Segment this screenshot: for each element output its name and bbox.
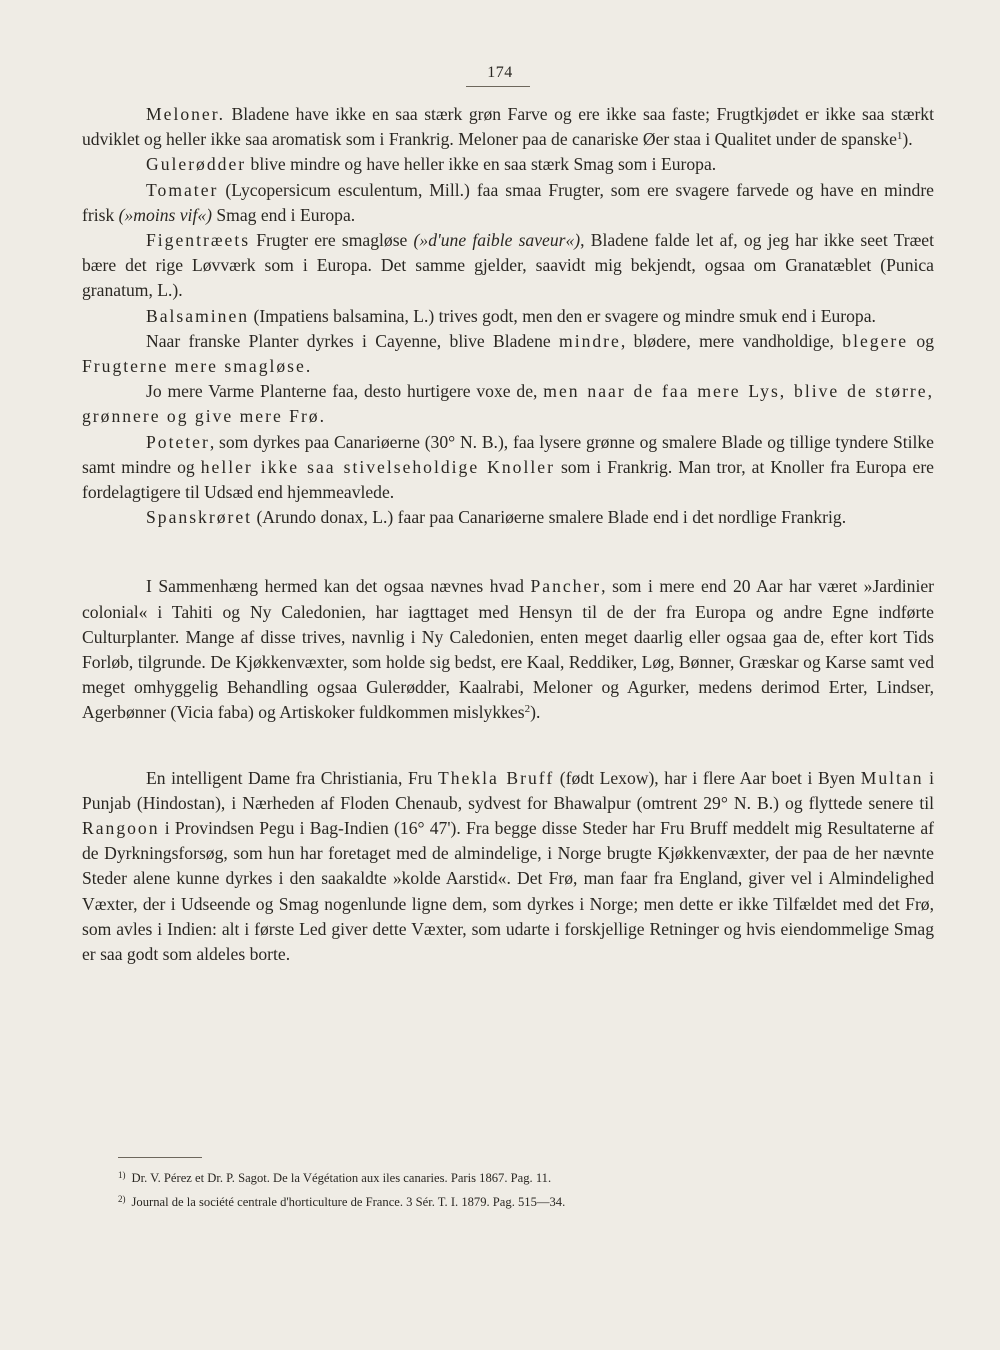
paragraph-text: I Sammenhæng hermed kan det ogsaa nævnes hvad: [146, 576, 531, 597]
paragraph-text: .: [305, 356, 311, 377]
spaced-text: Frugterne mere smagløse: [82, 356, 306, 377]
paragraph-bruff: [82, 766, 934, 968]
person-name: Pancher: [530, 576, 602, 597]
paragraph-text: (født Lexow), har i flere Aar boet i Byen: [554, 767, 861, 788]
paragraph-poteter: [82, 430, 934, 506]
paragraph-balsaminen: [82, 304, 934, 329]
italic-quote: (»d'une faible saveur«): [413, 230, 581, 251]
paragraph-spanskroret: [82, 505, 934, 530]
term-gulerodder: Gulerødder: [146, 154, 247, 175]
paragraph-cayenne: [82, 329, 934, 379]
section-gap: [82, 726, 934, 766]
paragraph-text: En intelligent Dame fra Christiania, Fru: [146, 767, 438, 788]
paragraph-text: og: [908, 330, 934, 351]
paragraph-text: Bladene have ikke en saa stærk grøn Farve og ere ikke saa faste; Frugtkjødet er ikke saa stærkt udviklet og heller ikke saa aromatisk som i Frankrig. Meloner paa de canariske Øer staa i Qualitet under de spanske: [82, 104, 934, 150]
paragraph-text: som i Frankrig. Man tror, at Knoller fra Europa ere fordelagtigere til Udsæd end hjemmeavlede.: [82, 456, 934, 503]
person-name: Thekla Bruff: [437, 767, 555, 788]
paragraph-text: .: [319, 406, 325, 427]
place-name: Multan: [860, 767, 924, 788]
footnote-ref: 2: [524, 703, 531, 716]
paragraph-text: (Lycopersicum esculentum, Mill.) faa smaa Frugter, som ere svagere farvede og have en mindre frisk: [82, 179, 934, 225]
paragraph-text: ).: [902, 129, 913, 150]
section-gap: [82, 530, 934, 574]
paragraph-tomater: [82, 178, 934, 228]
paragraph-varme: [82, 379, 934, 429]
spaced-text: men naar de faa mere Lys, blive de større, grønnere og give mere Frø: [82, 381, 934, 427]
footnote-number: 2: [118, 1194, 123, 1204]
paragraph-text: (Arundo donax, L.) faar paa Canariøerne smalere Blade end i det nordlige Frankrig.: [252, 507, 847, 528]
paragraph-text: Jo mere Varme Planterne faa, desto hurtigere voxe de,: [146, 381, 544, 402]
footnote-mark: ): [122, 1194, 126, 1204]
spaced-text: heller ikke saa stivelseholdige Knoller: [200, 456, 555, 477]
paragraph-text: i Provindsen Pegu i Bag-Indien (16° 47'). Fra begge disse Steder har Fru Bruff meddelt mig Resultaterne af de Dyrkningsforsøg, som hun har foretaget med de almindelige, i Norge brugte Kjøkkenvæxter, der paa de her nævnte Steder alene kunne dyrkes i den saakaldte »kolde Aarstid«. Det Frø, man faar fra England, giver vel i Almindelighed Væxter, der i Udseende og Smag nogenlunde ligne dem, som dyrkes i Norge; men dette er ikke Tilfældet med det Frø, som avles i Indien: alt i første Led giver dette Væxter, som udarte i forskjellige Retninger og hvis eiendommelige Smag er saa godt som aldeles borte.: [82, 818, 934, 965]
spaced-text: mindre: [559, 330, 621, 351]
term-poteter: Poteter: [146, 431, 210, 452]
paragraph-text: blive mindre og have heller ikke en saa stærk Smag som i Europa.: [246, 154, 717, 175]
footnote-1: [118, 1165, 898, 1189]
place-name: Rangoon: [82, 818, 160, 839]
body-text: [82, 102, 934, 967]
footnotes: [118, 1165, 898, 1213]
page-number: 174: [487, 64, 513, 81]
term-tomater: Tomater: [146, 179, 219, 200]
paragraph-text: Frugter ere smagløse: [250, 230, 414, 251]
paragraph-text: , som i mere end 20 Aar har været »Jardinier colonial« i Tahiti og Ny Caledonien, har iagttaget med Hensyn til de der fra Europa og andre Egne indførte Culturplanter. Mange af disse trives, navnlig i Ny Caledonien, enten meget daarlig eller ogsaa gaa de, efter kort Tids Forløb, tilgrunde. De Kjøkkenvæxter, som holde sig bedst, ere Kaal, Reddiker, Løg, Bønner, Græskar og Karse samt ved meget omhyggelig Behandling ogsaa Gulerødder, Kaalrabi, Meloner og Agurker, medens derimod Erter, Lindser, Agerbønner (Vicia faba) og Artiskoker fuldkommen mislykkes: [82, 576, 934, 723]
footnote-ref: 1: [896, 130, 903, 143]
term-meloner: Meloner.: [146, 104, 226, 124]
paragraph-gulerodder: [82, 152, 934, 177]
paragraph-text: Smag end i Europa.: [212, 204, 356, 225]
term-balsaminen: Balsaminen: [146, 305, 250, 326]
paragraph-text: ).: [530, 702, 541, 723]
paragraph-text: Naar franske Planter dyrkes i Cayenne, blive Bladene: [146, 330, 560, 351]
spaced-text: blegere: [842, 330, 909, 351]
italic-quote: (»moins vif«): [118, 204, 212, 225]
footnote-2: [118, 1189, 898, 1213]
paragraph-figentraeets: [82, 228, 934, 304]
footnote-text: Journal de la société centrale d'horticulture de France. 3 Sér. T. I. 1879. Pag. 515—34.: [131, 1195, 566, 1209]
paragraph-text: , blødere, mere vandholdige,: [620, 330, 843, 351]
page-number-rule: [466, 86, 530, 87]
footnote-rule: [118, 1157, 202, 1158]
paragraph-meloner: [82, 102, 934, 152]
footnote-mark: ): [122, 1170, 126, 1180]
footnote-text: Dr. V. Pérez et Dr. P. Sagot. De la Végétation aux iles canaries. Paris 1867. Pag. 11.: [131, 1171, 552, 1185]
paragraph-text: i Punjab (Hindostan), i Nærheden af Floden Chenaub, sydvest for Bhawalpur (omtrent 29° N. B.) og flyttede senere til: [82, 767, 934, 813]
term-figentraeets: Figentræets: [146, 230, 251, 251]
paragraph-text: , som dyrkes paa Canariøerne (30° N. B.), faa lysere grønne og smalere Blade og tillige tyndere Stilke samt mindre og: [82, 431, 934, 477]
paragraph-pancher: [82, 574, 934, 725]
paragraph-text: (Impatiens balsamina, L.) trives godt, men den er svagere og mindre smuk end i Europa.: [249, 305, 876, 326]
paragraph-text: , Bladene falde let af, og jeg har ikke seet Træet bære det rige Løvværk som i Europa. Det samme gjelder, saavidt mig bekjendt, ogsaa om Granatæblet (Punica granatum, L.).: [82, 230, 935, 301]
term-spanskroret: Spanskrøret: [146, 507, 253, 528]
footnote-number: 1: [118, 1170, 123, 1180]
